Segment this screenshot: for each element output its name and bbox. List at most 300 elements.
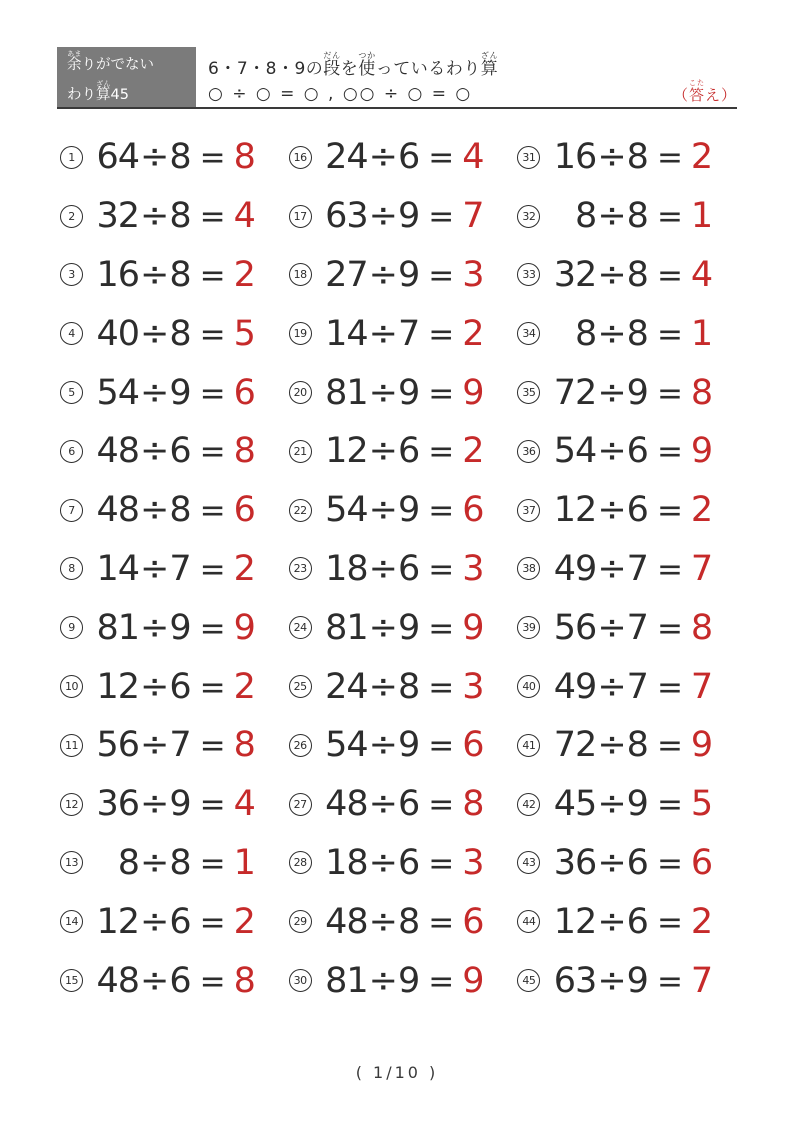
answer: 6 bbox=[462, 725, 484, 766]
problem-number: 37 bbox=[517, 499, 540, 522]
divide-sign: ÷ bbox=[597, 313, 626, 354]
divide-sign: ÷ bbox=[140, 490, 169, 531]
equals-sign: = bbox=[199, 845, 225, 882]
equals-sign: = bbox=[656, 610, 682, 647]
divisor: 9 bbox=[169, 607, 191, 648]
problem-number: 9 bbox=[60, 616, 83, 639]
problem-row bbox=[517, 657, 738, 716]
dividend: 48 bbox=[96, 431, 139, 472]
problem-row bbox=[517, 892, 738, 951]
divide-sign: ÷ bbox=[597, 666, 626, 707]
problem-row bbox=[60, 716, 281, 775]
divisor: 6 bbox=[397, 431, 420, 472]
answer: 8 bbox=[233, 960, 255, 1001]
equals-sign: = bbox=[199, 904, 225, 941]
equals-sign: = bbox=[428, 845, 454, 882]
dividend: 54 bbox=[553, 431, 597, 472]
dividend: 8 bbox=[575, 313, 597, 354]
divide-sign: ÷ bbox=[368, 842, 397, 883]
equation bbox=[320, 137, 487, 177]
equation bbox=[320, 843, 487, 883]
divisor: 9 bbox=[626, 372, 648, 413]
dividend: 63 bbox=[553, 960, 597, 1001]
problem-row bbox=[517, 834, 738, 893]
equation bbox=[320, 784, 487, 824]
dividend: 48 bbox=[325, 784, 368, 825]
answer: 2 bbox=[462, 431, 484, 472]
divisor: 8 bbox=[169, 313, 191, 354]
problem-row bbox=[60, 304, 281, 363]
equation bbox=[548, 255, 715, 295]
answer: 8 bbox=[233, 137, 255, 178]
answer: 2 bbox=[690, 137, 713, 178]
divisor: 8 bbox=[169, 842, 191, 883]
divide-sign: ÷ bbox=[368, 254, 397, 295]
divisor: 8 bbox=[626, 254, 648, 295]
problem-number: 32 bbox=[517, 205, 540, 228]
problem-number: 1 bbox=[60, 146, 83, 169]
equation bbox=[91, 137, 258, 177]
worksheet-title: 6・7・8・9の段だんを使つかっているわり算ざん bbox=[208, 51, 499, 79]
equation bbox=[320, 196, 487, 236]
divide-sign: ÷ bbox=[597, 901, 626, 942]
problem-number: 13 bbox=[60, 851, 83, 874]
equals-sign: = bbox=[656, 316, 682, 353]
divide-sign: ÷ bbox=[597, 196, 626, 237]
divisor: 7 bbox=[626, 607, 648, 648]
divide-sign: ÷ bbox=[140, 313, 169, 354]
answer: 7 bbox=[690, 666, 713, 707]
answer: 2 bbox=[233, 901, 255, 942]
divisor: 7 bbox=[169, 725, 191, 766]
problem-row bbox=[289, 834, 510, 893]
divisor: 8 bbox=[626, 313, 648, 354]
problem-row bbox=[517, 481, 738, 540]
equals-sign: = bbox=[199, 375, 225, 412]
divide-sign: ÷ bbox=[597, 548, 626, 589]
divide-sign: ÷ bbox=[140, 784, 169, 825]
equation bbox=[548, 843, 715, 883]
equals-sign: = bbox=[656, 728, 682, 765]
answer: 3 bbox=[462, 254, 484, 295]
problem-row bbox=[289, 128, 510, 187]
equals-sign: = bbox=[656, 140, 682, 177]
divisor: 7 bbox=[626, 666, 648, 707]
problem-row bbox=[289, 246, 510, 305]
dividend: 56 bbox=[96, 725, 139, 766]
divisor: 6 bbox=[397, 137, 420, 178]
answer: 1 bbox=[690, 196, 713, 237]
dividend: 49 bbox=[553, 666, 597, 707]
equation bbox=[320, 608, 487, 648]
equals-sign: = bbox=[428, 434, 454, 471]
dividend: 24 bbox=[325, 666, 368, 707]
problem-row bbox=[60, 540, 281, 599]
equation bbox=[548, 608, 715, 648]
divisor: 8 bbox=[397, 666, 420, 707]
divide-sign: ÷ bbox=[368, 313, 397, 354]
divisor: 9 bbox=[397, 725, 420, 766]
problem-row bbox=[60, 775, 281, 834]
dividend: 12 bbox=[96, 666, 139, 707]
equation bbox=[548, 196, 715, 236]
equation bbox=[320, 255, 487, 295]
problem-row bbox=[289, 363, 510, 422]
dividend: 16 bbox=[96, 254, 139, 295]
problem-number: 42 bbox=[517, 793, 540, 816]
equals-sign: = bbox=[428, 493, 454, 530]
answer: 3 bbox=[462, 548, 484, 589]
divide-sign: ÷ bbox=[368, 372, 397, 413]
problem-number: 35 bbox=[517, 381, 540, 404]
answer: 9 bbox=[233, 607, 255, 648]
page-indicator: ( 1/10 ) bbox=[355, 1063, 439, 1082]
dividend: 36 bbox=[553, 842, 597, 883]
divide-sign: ÷ bbox=[140, 137, 169, 178]
divisor: 6 bbox=[397, 784, 420, 825]
equation bbox=[91, 196, 258, 236]
divide-sign: ÷ bbox=[140, 431, 169, 472]
answer: 3 bbox=[462, 842, 484, 883]
divisor: 6 bbox=[169, 901, 191, 942]
problem-row bbox=[60, 834, 281, 893]
divide-sign: ÷ bbox=[368, 431, 397, 472]
dividend: 14 bbox=[96, 548, 139, 589]
dividend: 72 bbox=[553, 725, 597, 766]
divide-sign: ÷ bbox=[368, 960, 397, 1001]
divisor: 6 bbox=[626, 901, 648, 942]
answer: 7 bbox=[690, 548, 713, 589]
equation bbox=[91, 373, 258, 413]
equation bbox=[548, 314, 715, 354]
answer: 2 bbox=[233, 666, 255, 707]
equals-sign: = bbox=[428, 904, 454, 941]
dividend: 12 bbox=[96, 901, 139, 942]
divide-sign: ÷ bbox=[140, 960, 169, 1001]
problem-number: 26 bbox=[289, 734, 312, 757]
divide-sign: ÷ bbox=[140, 842, 169, 883]
answer: 2 bbox=[233, 548, 255, 589]
problem-number: 17 bbox=[289, 205, 312, 228]
equation bbox=[320, 314, 487, 354]
equation bbox=[320, 725, 487, 765]
dividend: 16 bbox=[553, 137, 597, 178]
problem-row bbox=[517, 540, 738, 599]
problem-row bbox=[517, 363, 738, 422]
equals-sign: = bbox=[199, 140, 225, 177]
dividend: 8 bbox=[575, 196, 597, 237]
divisor: 6 bbox=[169, 431, 191, 472]
divisor: 6 bbox=[397, 842, 420, 883]
problem-row bbox=[60, 481, 281, 540]
equation bbox=[91, 255, 258, 295]
problem-number: 16 bbox=[289, 146, 312, 169]
equation bbox=[548, 373, 715, 413]
problem-row bbox=[289, 716, 510, 775]
problem-number: 3 bbox=[60, 263, 83, 286]
worksheet-pattern: ○ ÷ ○ = ○ , ○○ ÷ ○ = ○ bbox=[208, 84, 473, 104]
problem-number: 22 bbox=[289, 499, 312, 522]
problem-row bbox=[289, 187, 510, 246]
equation bbox=[91, 490, 258, 530]
divisor: 9 bbox=[397, 490, 420, 531]
answer: 4 bbox=[462, 137, 484, 178]
equals-sign: = bbox=[428, 199, 454, 236]
problem-row bbox=[289, 657, 510, 716]
badge-line-1: 余あまりがでない bbox=[67, 50, 154, 73]
badge-line-2: わり算ざん45 bbox=[67, 79, 129, 103]
dividend: 54 bbox=[325, 725, 368, 766]
equals-sign: = bbox=[428, 728, 454, 765]
divisor: 8 bbox=[169, 490, 191, 531]
dividend: 54 bbox=[325, 490, 368, 531]
answer: 6 bbox=[233, 490, 255, 531]
equation bbox=[320, 431, 487, 471]
dividend: 12 bbox=[325, 431, 368, 472]
problem-number: 36 bbox=[517, 440, 540, 463]
divisor: 7 bbox=[397, 313, 420, 354]
problem-number: 15 bbox=[60, 969, 83, 992]
divisor: 9 bbox=[397, 372, 420, 413]
problem-row bbox=[517, 775, 738, 834]
equals-sign: = bbox=[656, 434, 682, 471]
problem-row bbox=[60, 422, 281, 481]
divide-sign: ÷ bbox=[597, 372, 626, 413]
worksheet-header bbox=[57, 45, 737, 109]
problem-number: 45 bbox=[517, 969, 540, 992]
problem-row bbox=[289, 598, 510, 657]
problem-number: 7 bbox=[60, 499, 83, 522]
answer: 4 bbox=[690, 254, 713, 295]
equation bbox=[548, 431, 715, 471]
dividend: 36 bbox=[96, 784, 139, 825]
problem-row bbox=[517, 304, 738, 363]
problem-number: 23 bbox=[289, 557, 312, 580]
equation bbox=[91, 608, 258, 648]
dividend: 56 bbox=[553, 607, 597, 648]
answer: 3 bbox=[462, 666, 484, 707]
problem-number: 21 bbox=[289, 440, 312, 463]
dividend: 8 bbox=[117, 842, 139, 883]
equation bbox=[91, 431, 258, 471]
equals-sign: = bbox=[656, 787, 682, 824]
equation bbox=[548, 784, 715, 824]
answer: 9 bbox=[690, 725, 713, 766]
equation bbox=[91, 843, 258, 883]
divide-sign: ÷ bbox=[597, 842, 626, 883]
equals-sign: = bbox=[199, 199, 225, 236]
equals-sign: = bbox=[428, 140, 454, 177]
divide-sign: ÷ bbox=[368, 901, 397, 942]
divisor: 7 bbox=[626, 548, 648, 589]
dividend: 81 bbox=[325, 960, 368, 1001]
equals-sign: = bbox=[656, 963, 682, 1000]
divisor: 8 bbox=[169, 196, 191, 237]
equals-sign: = bbox=[656, 551, 682, 588]
divisor: 8 bbox=[397, 901, 420, 942]
dividend: 14 bbox=[325, 313, 368, 354]
dividend: 12 bbox=[553, 490, 597, 531]
divide-sign: ÷ bbox=[140, 254, 169, 295]
answer-label: （答こたえ） bbox=[672, 79, 737, 104]
problem-row bbox=[289, 951, 510, 1010]
divide-sign: ÷ bbox=[597, 960, 626, 1001]
divisor: 6 bbox=[169, 666, 191, 707]
problem-row bbox=[60, 363, 281, 422]
equals-sign: = bbox=[199, 551, 225, 588]
problem-row bbox=[517, 716, 738, 775]
equals-sign: = bbox=[428, 375, 454, 412]
answer: 7 bbox=[462, 196, 484, 237]
equals-sign: = bbox=[428, 963, 454, 1000]
divide-sign: ÷ bbox=[368, 490, 397, 531]
problem-row bbox=[517, 422, 738, 481]
problem-number: 20 bbox=[289, 381, 312, 404]
answer: 4 bbox=[233, 784, 255, 825]
problem-number: 11 bbox=[60, 734, 83, 757]
divide-sign: ÷ bbox=[597, 607, 626, 648]
divisor: 7 bbox=[169, 548, 191, 589]
answer: 5 bbox=[233, 313, 255, 354]
equation bbox=[320, 961, 487, 1001]
answer: 8 bbox=[690, 372, 713, 413]
dividend: 18 bbox=[325, 842, 368, 883]
divide-sign: ÷ bbox=[140, 196, 169, 237]
problem-number: 31 bbox=[517, 146, 540, 169]
equation bbox=[91, 725, 258, 765]
dividend: 81 bbox=[325, 607, 368, 648]
equals-sign: = bbox=[428, 551, 454, 588]
problem-row bbox=[289, 892, 510, 951]
divide-sign: ÷ bbox=[140, 725, 169, 766]
divide-sign: ÷ bbox=[140, 666, 169, 707]
divide-sign: ÷ bbox=[597, 431, 626, 472]
answer: 9 bbox=[690, 431, 713, 472]
divide-sign: ÷ bbox=[140, 372, 169, 413]
divide-sign: ÷ bbox=[597, 254, 626, 295]
problem-number: 8 bbox=[60, 557, 83, 580]
divisor: 8 bbox=[169, 254, 191, 295]
dividend: 48 bbox=[96, 490, 139, 531]
answer: 4 bbox=[233, 196, 255, 237]
divisor: 9 bbox=[397, 254, 420, 295]
problem-number: 39 bbox=[517, 616, 540, 639]
answer: 6 bbox=[690, 842, 713, 883]
dividend: 24 bbox=[325, 137, 368, 178]
problems-grid bbox=[60, 128, 738, 1010]
divisor: 8 bbox=[626, 137, 648, 178]
problem-number: 38 bbox=[517, 557, 540, 580]
equation bbox=[91, 784, 258, 824]
equals-sign: = bbox=[656, 904, 682, 941]
problem-number: 30 bbox=[289, 969, 312, 992]
answer: 8 bbox=[233, 725, 255, 766]
problem-number: 14 bbox=[60, 910, 83, 933]
answer: 7 bbox=[690, 960, 713, 1001]
dividend: 81 bbox=[325, 372, 368, 413]
problem-number: 33 bbox=[517, 263, 540, 286]
dividend: 27 bbox=[325, 254, 368, 295]
divide-sign: ÷ bbox=[368, 607, 397, 648]
problem-number: 40 bbox=[517, 675, 540, 698]
problem-row bbox=[517, 246, 738, 305]
problem-number: 27 bbox=[289, 793, 312, 816]
equation bbox=[548, 961, 715, 1001]
problem-number: 43 bbox=[517, 851, 540, 874]
equals-sign: = bbox=[428, 669, 454, 706]
problem-number: 28 bbox=[289, 851, 312, 874]
answer: 6 bbox=[462, 901, 484, 942]
problem-number: 24 bbox=[289, 616, 312, 639]
problem-row bbox=[289, 422, 510, 481]
problem-row bbox=[289, 775, 510, 834]
equation bbox=[548, 902, 715, 942]
divisor: 6 bbox=[626, 490, 648, 531]
equals-sign: = bbox=[199, 493, 225, 530]
problem-number: 29 bbox=[289, 910, 312, 933]
problem-row bbox=[517, 187, 738, 246]
divisor: 9 bbox=[169, 784, 191, 825]
divide-sign: ÷ bbox=[597, 137, 626, 178]
divisor: 9 bbox=[397, 607, 420, 648]
problem-row bbox=[60, 246, 281, 305]
problem-row bbox=[289, 540, 510, 599]
divisor: 9 bbox=[397, 196, 420, 237]
divide-sign: ÷ bbox=[368, 725, 397, 766]
problem-number: 6 bbox=[60, 440, 83, 463]
equation bbox=[320, 373, 487, 413]
divisor: 6 bbox=[626, 431, 648, 472]
dividend: 64 bbox=[96, 137, 139, 178]
divide-sign: ÷ bbox=[140, 548, 169, 589]
divide-sign: ÷ bbox=[368, 137, 397, 178]
equals-sign: = bbox=[199, 787, 225, 824]
problem-number: 25 bbox=[289, 675, 312, 698]
problem-row bbox=[60, 657, 281, 716]
dividend: 45 bbox=[553, 784, 597, 825]
problem-number: 44 bbox=[517, 910, 540, 933]
answer: 1 bbox=[233, 842, 255, 883]
equation bbox=[91, 667, 258, 707]
problem-number: 41 bbox=[517, 734, 540, 757]
equals-sign: = bbox=[428, 316, 454, 353]
equation bbox=[320, 549, 487, 589]
problem-row bbox=[517, 128, 738, 187]
equals-sign: = bbox=[428, 610, 454, 647]
header-titles bbox=[208, 51, 498, 107]
divisor: 9 bbox=[626, 960, 648, 1001]
answer: 5 bbox=[690, 784, 713, 825]
answer: 6 bbox=[462, 490, 484, 531]
divisor: 9 bbox=[397, 960, 420, 1001]
dividend: 54 bbox=[96, 372, 139, 413]
divide-sign: ÷ bbox=[597, 725, 626, 766]
equals-sign: = bbox=[656, 493, 682, 530]
divisor: 9 bbox=[169, 372, 191, 413]
dividend: 18 bbox=[325, 548, 368, 589]
equals-sign: = bbox=[199, 669, 225, 706]
problem-row bbox=[60, 128, 281, 187]
divisor: 6 bbox=[169, 960, 191, 1001]
equation bbox=[91, 549, 258, 589]
equation bbox=[91, 314, 258, 354]
divide-sign: ÷ bbox=[368, 784, 397, 825]
equation bbox=[320, 667, 487, 707]
problem-row bbox=[517, 598, 738, 657]
problem-number: 4 bbox=[60, 322, 83, 345]
dividend: 32 bbox=[553, 254, 597, 295]
equals-sign: = bbox=[199, 963, 225, 1000]
